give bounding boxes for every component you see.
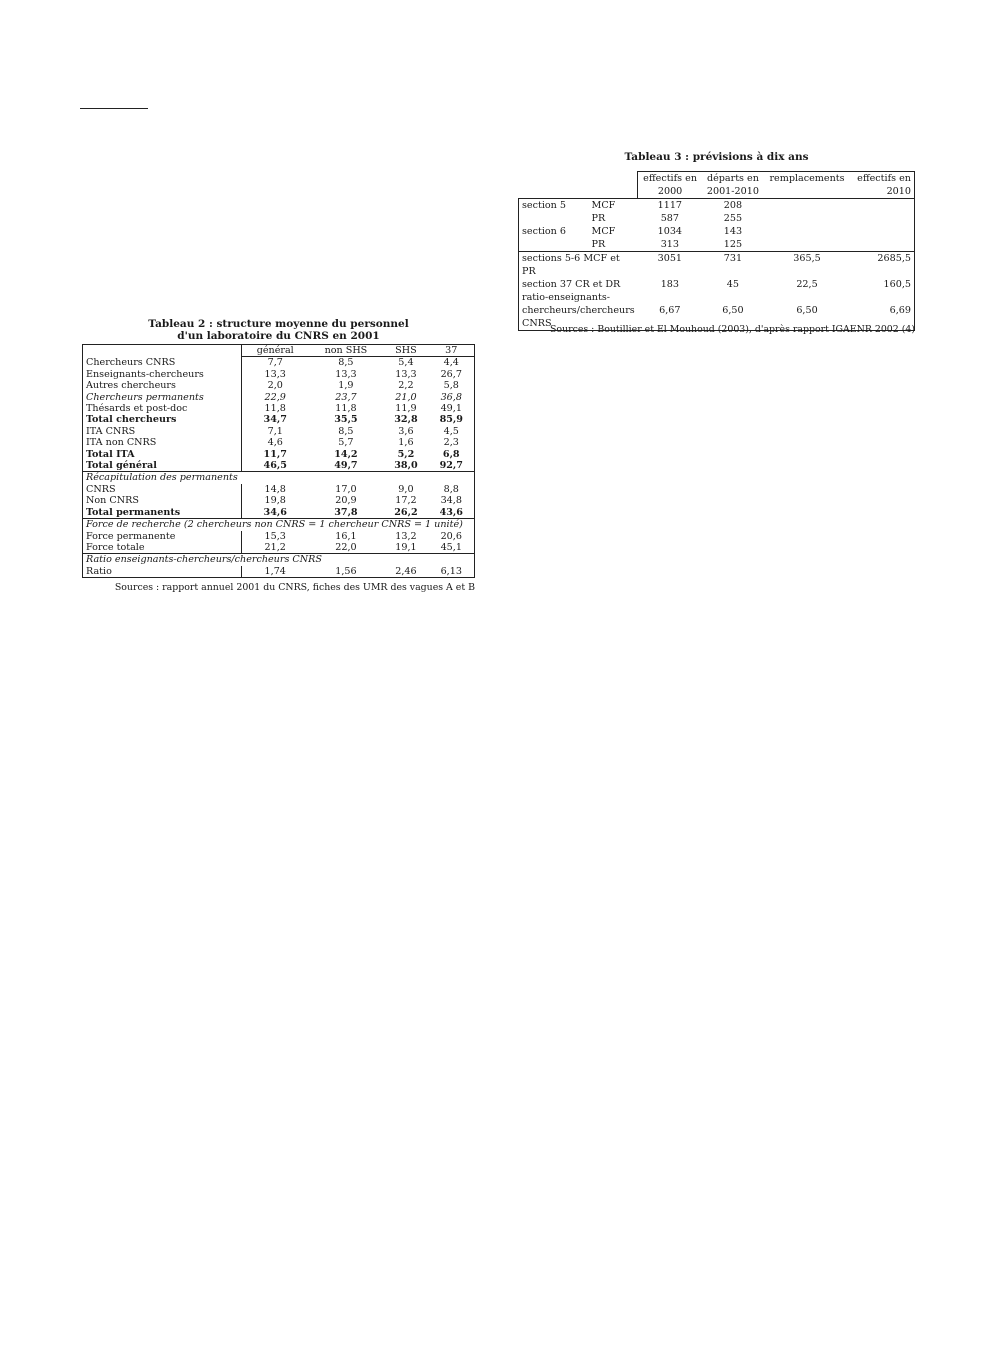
row-label: ratio-enseignants- chercheurs/chercheurs CNRS [519, 291, 638, 331]
cell: 32,8 [394, 414, 418, 426]
section-title: Force de recherche (2 chercheurs non CNRS = 1 chercheur CNRS = 1 unité) [83, 519, 475, 531]
column-header: non SHS [308, 345, 383, 357]
cell: 11,8 [242, 403, 309, 414]
cell: 731 [702, 252, 764, 279]
row-label: CNRS [86, 483, 116, 495]
table-row [83, 484, 475, 495]
cell: 20,6 [440, 530, 462, 542]
cell: 45 [726, 279, 740, 290]
row-label: Force permanente [86, 530, 176, 542]
column-header: général [242, 345, 309, 357]
row-sublabel: MCF [591, 226, 616, 237]
cell: 22,5 [796, 279, 818, 290]
section-header-row [83, 472, 475, 484]
table-row [519, 199, 915, 213]
cell: 13,3 [335, 368, 357, 380]
table-header-row [519, 172, 915, 199]
column-header: effectifs en 2000 [638, 172, 702, 199]
cell: 14,2 [334, 448, 358, 460]
cell: 35,5 [334, 414, 358, 426]
cell: 2,0 [242, 380, 309, 391]
column-header: départs en 2001-2010 [702, 172, 764, 199]
tableau3-source: Sources : Boutillier et El Mouhoud (2003), d'après rapport IGAENR 2002 (4) [550, 324, 915, 335]
tableau2-title-line2: d'un laboratoire du CNRS en 2001 [177, 330, 380, 342]
section-header-row [83, 519, 475, 531]
table-row [83, 403, 475, 414]
cell: 1,6 [398, 437, 414, 449]
cell: 15,3 [242, 531, 309, 542]
cell: 21,2 [242, 542, 309, 554]
cell: 208 [702, 199, 764, 213]
cell: 2,2 [398, 380, 414, 392]
cell: 4,4 [443, 357, 459, 369]
table-row [83, 449, 475, 460]
section-header-row [83, 554, 475, 566]
column-header: 37 [429, 345, 475, 357]
table-row [83, 531, 475, 542]
cell: 6,69 [850, 291, 914, 331]
row-label: Chercheurs CNRS [86, 357, 176, 369]
table-row [519, 278, 915, 291]
cell: 92,7 [439, 460, 463, 472]
row-label: ITA CNRS [86, 425, 136, 437]
row-label: Chercheurs permanents [86, 391, 204, 403]
cell: 11,7 [242, 449, 309, 460]
table-row [83, 380, 475, 391]
cell: 7,1 [242, 426, 309, 437]
cell: 26,7 [440, 368, 462, 380]
row-label: Autres chercheurs [86, 380, 176, 392]
cell: 8,5 [338, 425, 354, 437]
cell: 13,2 [395, 530, 417, 542]
table-row [519, 252, 915, 279]
row-sublabel: PR [591, 213, 606, 224]
cell: 13,3 [242, 369, 309, 380]
cell: 1,74 [242, 566, 309, 578]
table-row [83, 566, 475, 578]
cell: 49,7 [334, 460, 358, 472]
cell: 13,3 [395, 368, 417, 380]
cell: 5,2 [397, 448, 415, 460]
cell: 125 [723, 239, 743, 250]
cell: 38,0 [394, 460, 418, 472]
cell: 34,7 [242, 414, 309, 425]
table-row [83, 369, 475, 380]
cell: 21,0 [395, 391, 417, 403]
column-header: SHS [383, 345, 428, 357]
cell: 45,1 [440, 541, 462, 553]
section-title: Ratio enseignants-chercheurs/chercheurs CNRS [83, 554, 475, 566]
tableau2-title-line1: Tableau 2 : structure moyenne du personnel [148, 318, 409, 330]
cell: 6,67 [638, 291, 702, 331]
cell: 313 [660, 239, 679, 250]
section-title: Récapitulation des permanents [83, 472, 475, 484]
table-row [83, 495, 475, 506]
table-row [83, 426, 475, 437]
cell: 14,8 [242, 484, 309, 495]
row-label: Total permanents [86, 506, 181, 518]
cell: 4,6 [242, 437, 309, 448]
cell: 6,50 [764, 291, 850, 331]
cell: 6,50 [702, 291, 764, 331]
cell: 3051 [638, 252, 702, 279]
cell: 5,4 [398, 357, 414, 369]
row-label: Enseignants-chercheurs [86, 368, 204, 380]
cell: 19,1 [395, 541, 417, 553]
table-row [83, 507, 475, 519]
cell: 46,5 [242, 460, 309, 472]
cell: 2,3 [443, 437, 459, 449]
cell: 1,9 [338, 380, 354, 392]
row-label: section 5 [519, 199, 589, 213]
row-label: section 6 [519, 225, 589, 238]
cell: 365,5 [764, 252, 850, 279]
row-label: ITA non CNRS [86, 437, 157, 449]
cell: 2,46 [395, 565, 417, 577]
cell: 1034 [657, 226, 683, 237]
table-row [83, 357, 475, 369]
cell: 6,13 [440, 565, 462, 577]
tableau3-title: Tableau 3 : prévisions à dix ans [624, 151, 809, 163]
cell: 19,8 [242, 495, 309, 506]
cell: 85,9 [439, 414, 463, 426]
table-row [83, 542, 475, 554]
row-label: Non CNRS [86, 495, 139, 507]
table-row [83, 392, 475, 403]
cell: 4,5 [443, 425, 459, 437]
row-sublabel: MCF [589, 199, 638, 213]
row-label: Ratio [86, 565, 112, 577]
cell: 17,2 [395, 495, 417, 507]
cell: 2685,5 [850, 252, 914, 279]
cell: 587 [660, 213, 679, 224]
row-label: Force totale [86, 541, 145, 553]
cell: 49,1 [440, 403, 462, 415]
footnote-rule [80, 108, 148, 109]
cell: 43,6 [439, 506, 463, 518]
row-sublabel: PR [591, 239, 606, 250]
tableau2-table [82, 344, 475, 578]
cell: 1,56 [335, 565, 357, 577]
cell: 22,0 [335, 541, 357, 553]
cell: 5,8 [443, 380, 459, 392]
cell: 22,9 [242, 392, 309, 403]
cell: 26,2 [394, 506, 418, 518]
cell: 20,9 [335, 495, 357, 507]
row-label: section 37 CR et DR [519, 278, 638, 291]
table-row [519, 212, 915, 225]
cell: 183 [660, 279, 679, 290]
row-label: Thésards et post-doc [86, 403, 188, 415]
cell: 255 [723, 213, 743, 224]
cell: 5,7 [338, 437, 354, 449]
cell: 143 [723, 226, 743, 237]
cell: 34,6 [242, 507, 309, 519]
tableau2-title [82, 318, 475, 342]
cell: 9,0 [398, 483, 414, 495]
cell: 6,8 [442, 448, 460, 460]
table-row [519, 238, 915, 252]
cell: 11,8 [335, 403, 357, 415]
column-header: remplacements [764, 172, 850, 199]
table-row [83, 414, 475, 425]
cell: 160,5 [850, 278, 914, 291]
row-label: Total général [86, 460, 157, 472]
cell: 8,5 [338, 357, 354, 369]
cell: 7,7 [242, 357, 309, 369]
column-header: effectifs en 2010 [850, 172, 914, 199]
table-row [519, 225, 915, 238]
table-row [83, 460, 475, 472]
table-row [83, 437, 475, 448]
cell: 16,1 [335, 530, 357, 542]
cell: 23,7 [335, 391, 357, 403]
row-label: Total ITA [86, 448, 135, 460]
row-label: sections 5-6 MCF et PR [519, 252, 638, 279]
cell: 3,6 [398, 425, 414, 437]
cell: 36,8 [440, 391, 462, 403]
cell: 37,8 [334, 506, 358, 518]
tableau3-table [518, 171, 915, 331]
cell: 17,0 [335, 483, 357, 495]
table-header-row [83, 345, 475, 357]
tableau2-source: Sources : rapport annuel 2001 du CNRS, fiches des UMR des vagues A et B [114, 582, 475, 593]
cell: 1117 [638, 199, 702, 213]
cell: 34,8 [440, 495, 462, 507]
row-label: Total chercheurs [86, 414, 177, 426]
cell: 8,8 [443, 483, 459, 495]
cell: 11,9 [395, 403, 417, 415]
